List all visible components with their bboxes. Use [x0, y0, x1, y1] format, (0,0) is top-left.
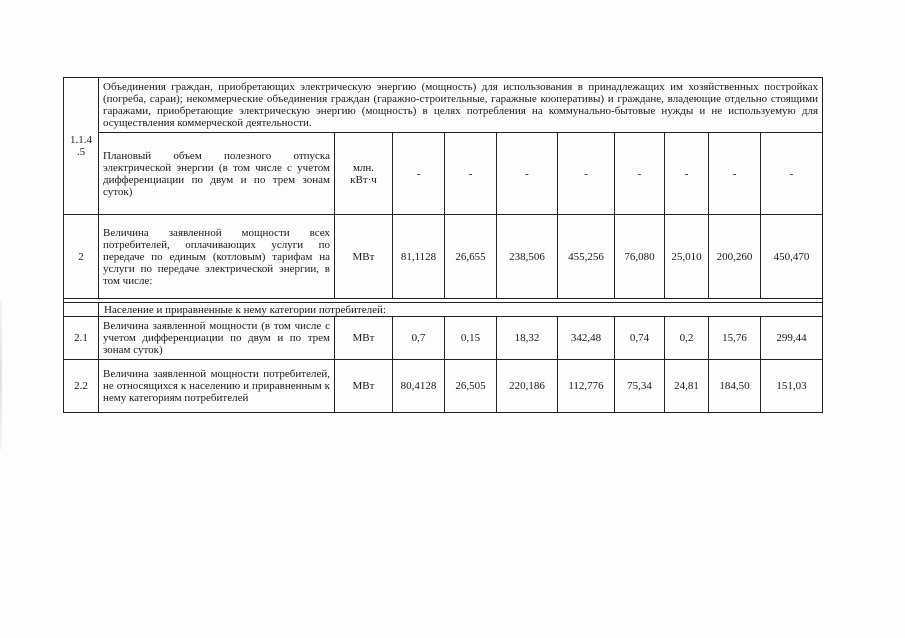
empty-number-cell	[64, 303, 99, 317]
value-cell: 184,50	[709, 360, 761, 413]
row-number-1-1-4-5: 1.1.4 .5	[64, 78, 99, 215]
value-cell: -	[497, 133, 558, 215]
row-number-2-1: 2.1	[64, 317, 99, 360]
value-cell: 0,15	[445, 317, 497, 360]
table-row-2-2	[64, 360, 823, 413]
row-description: Величина заявленной мощности (в том числе с учетом дифференциации по двум и по трем зонам суток)	[99, 317, 335, 360]
value-cell: 81,1128	[393, 215, 445, 299]
value-cell: 18,32	[497, 317, 558, 360]
value-cell: 112,776	[558, 360, 615, 413]
value-cell: 200,260	[709, 215, 761, 299]
value-cell: 80,4128	[393, 360, 445, 413]
value-cell: 455,256	[558, 215, 615, 299]
value-cell: -	[761, 133, 823, 215]
value-cell: 450,470	[761, 215, 823, 299]
value-cell: 26,505	[445, 360, 497, 413]
value-cell: -	[665, 133, 709, 215]
value-cell: 0,2	[665, 317, 709, 360]
row-number-2-2: 2.2	[64, 360, 99, 413]
row-description: Величина заявленной мощности потребителей, не относящихся к населению и приравненным к нему категориям потребителей	[99, 360, 335, 413]
value-cell: 25,010	[665, 215, 709, 299]
value-cell: 220,186	[497, 360, 558, 413]
value-cell: -	[445, 133, 497, 215]
section-row-1-1-4-5-header	[64, 78, 823, 133]
value-cell: 238,506	[497, 215, 558, 299]
section-row-population-header	[64, 303, 823, 317]
scan-edge-shadow	[0, 300, 2, 450]
row-number-2: 2	[64, 215, 99, 299]
table-row-2	[64, 215, 823, 299]
row-description: Величина заявленной мощности всех потребителей, оплачивающих услуги по передаче по единым (котловым) тарифам на услуги по передаче электрической энергии, в том числе:	[99, 215, 335, 299]
value-cell: 0,74	[615, 317, 665, 360]
row-unit: МВт	[335, 215, 393, 299]
table-row-1-1-4-5	[64, 133, 823, 215]
row-unit: млн. кВт·ч	[335, 133, 393, 215]
value-cell: -	[709, 133, 761, 215]
tariff-table	[63, 77, 823, 413]
value-cell: -	[393, 133, 445, 215]
row-description: Плановый объем полезного отпуска электрической энергии (в том числе с учетом дифференциации по двум и по трем зонам суток)	[99, 133, 335, 215]
row-unit: МВт	[335, 360, 393, 413]
row-unit: МВт	[335, 317, 393, 360]
value-cell: 0,7	[393, 317, 445, 360]
value-cell: 76,080	[615, 215, 665, 299]
table-row-2-1	[64, 317, 823, 360]
value-cell: -	[615, 133, 665, 215]
value-cell: 15,76	[709, 317, 761, 360]
section-header-population: Население и приравненные к нему категории потребителей:	[99, 303, 823, 317]
value-cell: 24,81	[665, 360, 709, 413]
value-cell: 26,655	[445, 215, 497, 299]
value-cell: 75,34	[615, 360, 665, 413]
value-cell: 151,03	[761, 360, 823, 413]
value-cell: 342,48	[558, 317, 615, 360]
section-header-associations: Объединения граждан, приобретающих электрическую энергию (мощность) для использования в принадлежащих им хозяйственных постройках (погреба, сараи); некоммерческие объединения граждан (гаражно-строительные, гаражные кооперативы) и граждане, владеющие отдельно стоящими гаражами, приобретающие электрическую энергию (мощность) в целях потребления на коммунально-бытовые нужды и не используемую для осуществления коммерческой деятельности.	[99, 78, 823, 133]
value-cell: -	[558, 133, 615, 215]
value-cell: 299,44	[761, 317, 823, 360]
